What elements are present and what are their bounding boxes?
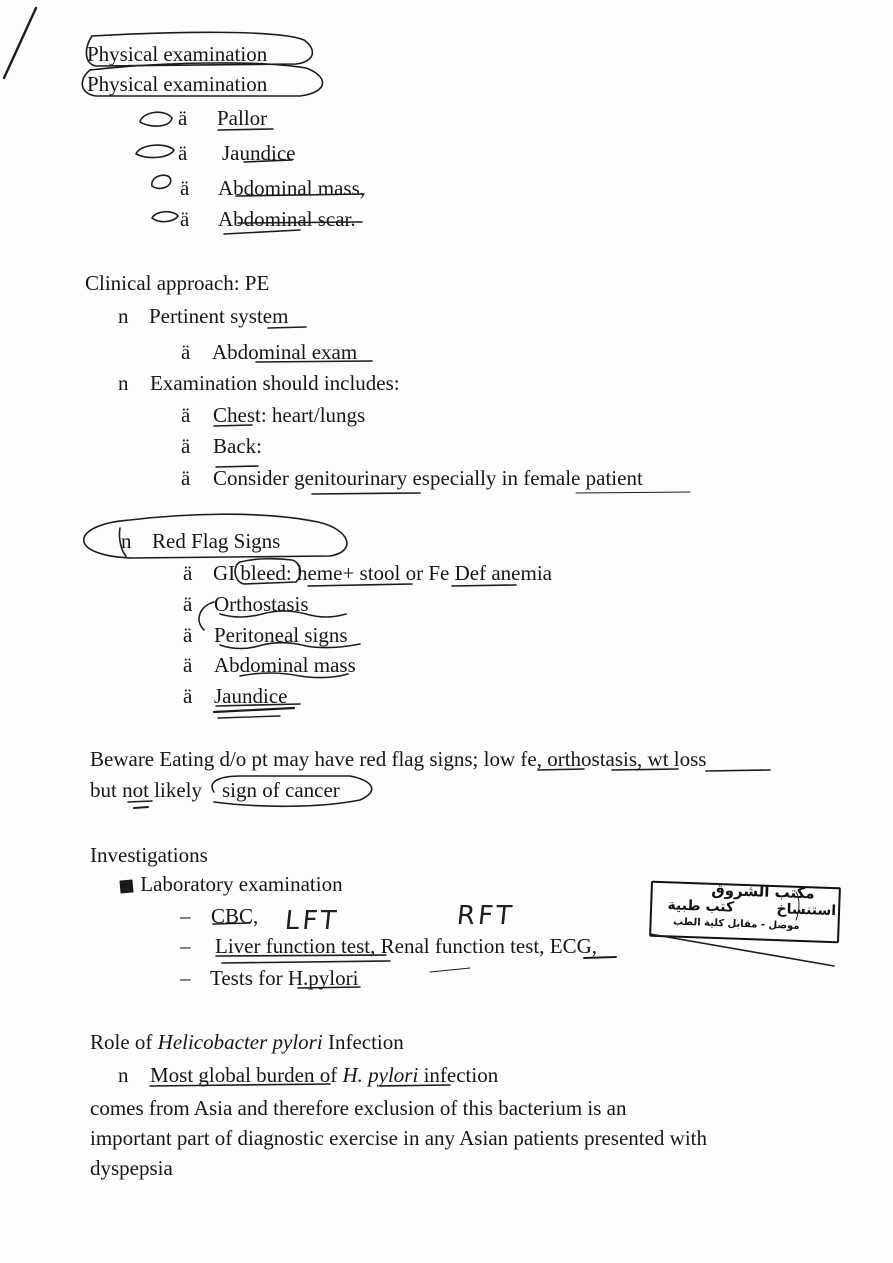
bullet: ä [178, 106, 188, 130]
investigations-title: Investigations [90, 843, 208, 867]
circled-1 [140, 112, 172, 126]
hpylori-line-3: important part of diagnostic exercise in any Asian patients presented with [90, 1126, 707, 1150]
bullet: ä [181, 340, 191, 364]
physical-exam-heading-1: Physical examination [87, 42, 268, 66]
stamp-line-3: استنساخ [776, 901, 837, 920]
pe-item-pallor: Pallor [217, 106, 268, 130]
square-bullet-icon [119, 879, 133, 893]
hpylori-title-italic: Helicobacter pylori [157, 1030, 323, 1054]
red-flag-gi-bleed: GI bleed: heme+ stool or Fe Def anemia [213, 561, 552, 585]
circled-3 [152, 175, 171, 188]
tests-hpylori: Tests for H.pylori [210, 966, 359, 990]
beware-line-1: Beware Eating d/o pt may have red flag signs; low fe, orthostasis, wt loss [90, 747, 707, 771]
hpylori-title-b: Infection [322, 1030, 404, 1054]
bullet: ä [183, 684, 193, 708]
hpylori-line-4: dyspepsia [90, 1156, 173, 1180]
beware-line-2a: but not likely [90, 778, 202, 802]
circled-2 [136, 145, 174, 157]
cbc: CBC, [211, 904, 259, 928]
bullet: ä [183, 561, 193, 585]
most-global-burden [150, 1063, 498, 1087]
red-flag-orthostasis: Orthostasis [214, 592, 309, 616]
physical-exam-heading-2: Physical examination [87, 72, 268, 96]
bullet-n: n [118, 1063, 129, 1087]
most-b: infection [418, 1063, 499, 1087]
bullet: ä [183, 592, 193, 616]
bullet: ä [183, 653, 193, 677]
bullet-n: n [121, 529, 132, 553]
red-flag-abdominal-mass: Abdominal mass [214, 653, 356, 677]
bullet: ä [181, 403, 191, 427]
red-flag-peritoneal: Peritoneal signs [214, 623, 348, 647]
red-flag-title: Red Flag Signs [152, 529, 281, 553]
dash: – [180, 904, 191, 928]
pertinent-system: Pertinent system [149, 304, 289, 328]
beware-line-2b: sign of cancer [222, 778, 340, 802]
exam-back: Back: [213, 434, 262, 458]
exam-should-include: Examination should includes: [150, 371, 400, 395]
most-italic: H. pylori [342, 1063, 419, 1087]
laboratory-exam-label: Laboratory examination [140, 872, 343, 896]
bullet: ä [180, 207, 190, 231]
stamp-line-4: موصل - مقابل كلية الطب [672, 916, 800, 932]
abdominal-exam: Abdominal exam [212, 340, 358, 364]
pe-item-jaundice: Jaundice [222, 141, 296, 165]
stamp-line-1: مكتب الشروق [711, 880, 816, 903]
bullet-n: n [118, 304, 129, 328]
bullet: ä [181, 434, 191, 458]
hpylori-line-2: comes from Asia and therefore exclusion of this bacterium is an [90, 1096, 627, 1120]
liver-function-line: Liver function test, Renal function test, ECG, [215, 934, 597, 958]
bullet: ä [181, 466, 191, 490]
dash: – [180, 934, 191, 958]
exam-consider: Consider genitourinary especially in female patient [213, 466, 643, 490]
most-a: Most global burden of [150, 1063, 343, 1087]
dash: – [180, 966, 191, 990]
pe-item-abdominal-mass: Abdominal mass, [218, 176, 365, 200]
margin-pen-stroke [4, 8, 36, 78]
laboratory-exam [120, 872, 343, 896]
stamp-line-2: كتب طبية [667, 897, 735, 916]
handwritten-lft: LFT [283, 906, 341, 936]
bullet-n: n [118, 371, 129, 395]
red-flag-jaundice: Jaundice [214, 684, 288, 708]
clinical-approach-title: Clinical approach: PE [85, 271, 270, 295]
bullet: ä [183, 623, 193, 647]
hpylori-title-a: Role of [90, 1030, 158, 1054]
bookshop-stamp [649, 881, 841, 944]
bullet: ä [180, 176, 190, 200]
bullet: ä [178, 141, 188, 165]
exam-chest: Chest: heart/lungs [213, 403, 366, 427]
pe-item-abdominal-scar: Abdominal scar. [218, 207, 356, 231]
hpylori-title [90, 1030, 404, 1054]
handwritten-rft: RFT [455, 901, 517, 931]
circled-4 [152, 212, 178, 222]
